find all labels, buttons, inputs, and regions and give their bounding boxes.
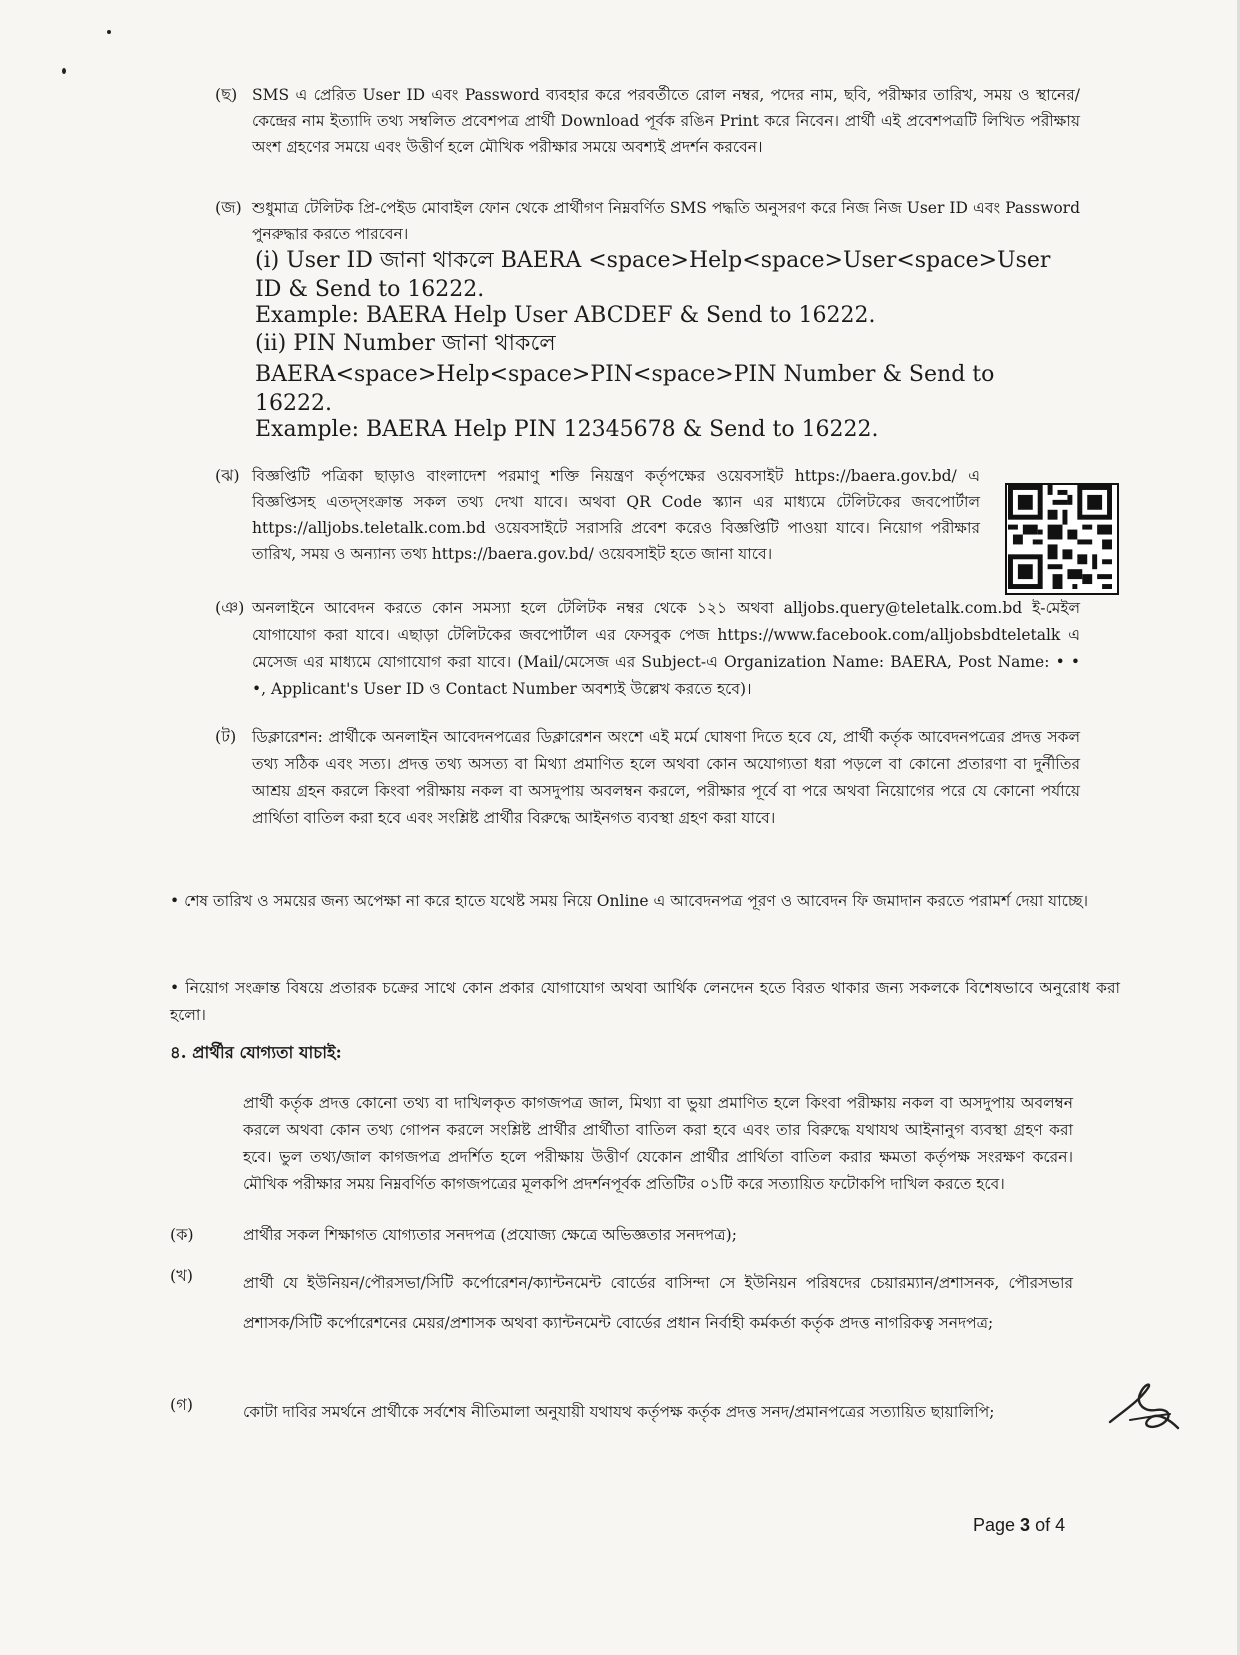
scan-speck: [107, 30, 111, 34]
list-item-kha: প্রার্থী যে ইউনিয়ন/পৌরসভা/সিটি কর্পোরেশন/ক্যান্টনমেন্ট বোর্ডের বাসিন্দা সে ইউনিয়ন পরিষদের চেয়ারম্যান/প্রশাসনক, পৌরসভার প্রশাসক/সিটি কর্পোরেশনের মেয়র/প্রশাসক অথবা ক্যান্টনমেন্ট বোর্ডের প্রধান নির্বাহী কর্মকর্তা কর্তৃক প্রদত্ত নাগরিকত্ব সনদপত্র;: [243, 1274, 1073, 1332]
list-label-ka: (ক): [170, 1225, 194, 1244]
sms-example-2: Example: BAERA Help PIN 12345678 & Send to 16222.: [255, 417, 879, 442]
list-label-ga: (গ): [170, 1395, 193, 1414]
page-label-middle: of: [1030, 1515, 1056, 1535]
page-current: 3: [1020, 1515, 1031, 1535]
signature-mark: [1100, 1380, 1190, 1440]
item-ja-text: শুধুমাত্র টেলিটক প্রি-পেইড মোবাইল ফোন থেকে প্রার্থীগণ নিম্নবর্ণিত SMS পদ্ধতি অনুসরণ করে নিজ নিজ User ID এবং Password পুনরুদ্ধার করতে পারবেন।: [252, 199, 1080, 243]
section-4-intro: প্রার্থী কর্তৃক প্রদত্ত কোনো তথ্য বা দাখিলকৃত কাগজপত্র জাল, মিথ্যা বা ভুয়া প্রমাণিত হলে কিংবা পরীক্ষায় নকল বা অসদুপায় অবলম্বন করলে অথবা কোন তথ্য গোপন করলে সংশ্লিষ্ট প্রার্থীর প্রার্থীতা বাতিল করা হবে এবং তার বিরুদ্ধে যথাযথ আইনানুগ ব্যবস্থা গ্রহণ করা হবে। ভুল তথ্য/জাল কাগজপত্র প্রদর্শিত হলে পরীক্ষায় উত্তীর্ণ যেকোন প্রার্থীর প্রার্থিতা বাতিল করার ক্ষমতা কর্তৃপক্ষ সংরক্ষণ করেন। মৌখিক পরীক্ষার সময় নিম্নবর্ণিত কাগজপত্রের মূলকপি প্রদর্শনপূর্বক প্রতিটির ০১টি করে সত্যায়িত ফটোকপি দাখিল করতে হবে।: [243, 1094, 1073, 1193]
section-4-title: ৪. প্রার্থীর যোগ্যতা যাচাই:: [170, 1043, 342, 1062]
note-deadline: • শেষ তারিখ ও সময়ের জন্য অপেক্ষা না করে হাতে যথেষ্ট সময় নিয়ে Online এ আবেদনপত্র পূরণ ও আবেদন ফি জমাদান করতে পরামর্শ দেয়া যাচ্ছে।: [170, 892, 1089, 910]
sms-instruction-ii-command: BAERA<space>Help<space>PIN<space>PIN Number & Send to 16222.: [255, 362, 995, 416]
sms-instruction-ii: (ii) PIN Number জানা থাকলে: [255, 331, 556, 356]
item-marker-jha: (ঝ): [215, 466, 240, 485]
item-marker-chha: (ছ): [215, 85, 238, 104]
note-fraud-warning: • নিয়োগ সংক্রান্ত বিষয়ে প্রতারক চক্রের সাথে কোন প্রকার যোগাযোগ অথবা আর্থিক লেনদেন হতে বিরত থাকার জন্য সকলকে বিশেষভাবে অনুরোধ করা হলো।: [170, 979, 1120, 1024]
sms-instruction-i: (i) User ID জানা থাকলে BAERA <space>Help<space>User<space>User ID & Send to 16222.: [255, 248, 1051, 302]
page-total: 4: [1055, 1515, 1066, 1535]
item-marker-nya: (ঞ): [215, 598, 245, 617]
qr-code-image[interactable]: [1005, 483, 1119, 595]
page-number: [973, 1515, 1065, 1536]
list-label-kha: (খ): [170, 1266, 193, 1285]
sms-example-1: Example: BAERA Help User ABCDEF & Send to 16222.: [255, 303, 876, 328]
scan-speck: [62, 68, 66, 74]
item-marker-ta: (ট): [215, 727, 237, 746]
list-item-ka: প্রার্থীর সকল শিক্ষাগত যোগ্যতার সনদপত্র (প্রযোজ্য ক্ষেত্রে অভিজ্ঞতার সনদপত্র);: [243, 1226, 737, 1244]
list-item-ga: কোটা দাবির সমর্থনে প্রার্থীকে সর্বশেষ নীতিমালা অনুযায়ী যথাযথ কর্তৃপক্ষ কর্তৃক প্রদত্ত সনদ/প্রমানপত্রের সত্যায়িত ছায়ালিপি;: [243, 1403, 995, 1421]
page-label-prefix: Page: [973, 1515, 1021, 1535]
item-chha-text: SMS এ প্রেরিত User ID এবং Password ব্যবহার করে পরবর্তীতে রোল নম্বর, পদের নাম, ছবি, পরীক্ষার তারিখ, সময় ও স্থানের/কেন্দ্রের নাম ইত্যাদি তথ্য সম্বলিত প্রবেশপত্র প্রার্থী Download পূর্বক রঙিন Print করে নিবেন। প্রার্থী এই প্রবেশপত্রটি লিখিত পরীক্ষায় অংশ গ্রহণের সময়ে এবং উত্তীর্ণ হলে মৌখিক পরীক্ষার সময়ে অবশ্যই প্রদর্শন করবেন।: [252, 86, 1080, 156]
qr-code-pattern: [1007, 485, 1113, 589]
item-marker-ja: (জ): [215, 198, 242, 217]
item-ta-text: ডিক্লারেশন: প্রার্থীকে অনলাইন আবেদনপত্রের ডিক্লারেশন অংশে এই মর্মে ঘোষণা দিতে হবে যে, প্রার্থী কর্তৃক আবেদনপত্রের প্রদত্ত সকল তথ্য সঠিক এবং সত্য। প্রদত্ত তথ্য অসত্য বা মিথ্যা প্রমাণিত হলে অথবা কোন অযোগ্যতা ধরা পড়লে বা কোনো প্রতারণা বা দুর্নীতির আশ্রয় গ্রহন করলে কিংবা পরীক্ষায় নকল বা অসদুপায় অবলম্বন করলে, পরীক্ষার পূর্বে বা পরে অথবা নিয়োগের পরে যে কোনো পর্যায়ে প্রার্থিতা বাতিল করা হবে এবং সংশ্লিষ্ট প্রার্থীর বিরুদ্ধে আইনগত ব্যবস্থা গ্রহণ করা যাবে।: [252, 728, 1080, 827]
item-jha-text: বিজ্ঞপ্তিটি পত্রিকা ছাড়াও বাংলাদেশ পরমাণু শক্তি নিয়ন্ত্রণ কর্তৃপক্ষের ওয়েবসাইট https://baera.gov.bd/ এ বিজ্ঞপ্তিসহ এতদ্সংক্রান্ত সকল তথ্য দেখা যাবে। অথবা QR Code স্ক্যান এর মাধ্যমে টেলিটকের জবপোর্টাল https://alljobs.teletalk.com.bd ওয়েবসাইটে সরাসরি প্রবেশ করেও বিজ্ঞপ্তিটি পাওয়া যাবে। নিয়োগ পরীক্ষার তারিখ, সময় ও অন্যান্য তথ্য https://baera.gov.bd/ ওয়েবসাইট হতে জানা যাবে।: [252, 467, 980, 563]
item-nya-text: অনলাইনে আবেদন করতে কোন সমস্যা হলে টেলিটক নম্বর থেকে ১২১ অথবা alljobs.query@teletalk.com.bd ই-মেইল যোগাযোগ করা যাবে। এছাড়া টেলিটকের জবপোর্টাল এর ফেসবুক পেজ https://www.facebook.com/alljobsbdteletalk এ মেসেজ এর মাধ্যমে যোগাযোগ করা যাবে। (Mail/মেসেজ এর Subject-এ Organization Name: BAERA, Post Name: • • •, Applicant's User ID ও Contact Number অবশ্যই উল্লেখ করতে হবে)।: [252, 599, 1080, 698]
